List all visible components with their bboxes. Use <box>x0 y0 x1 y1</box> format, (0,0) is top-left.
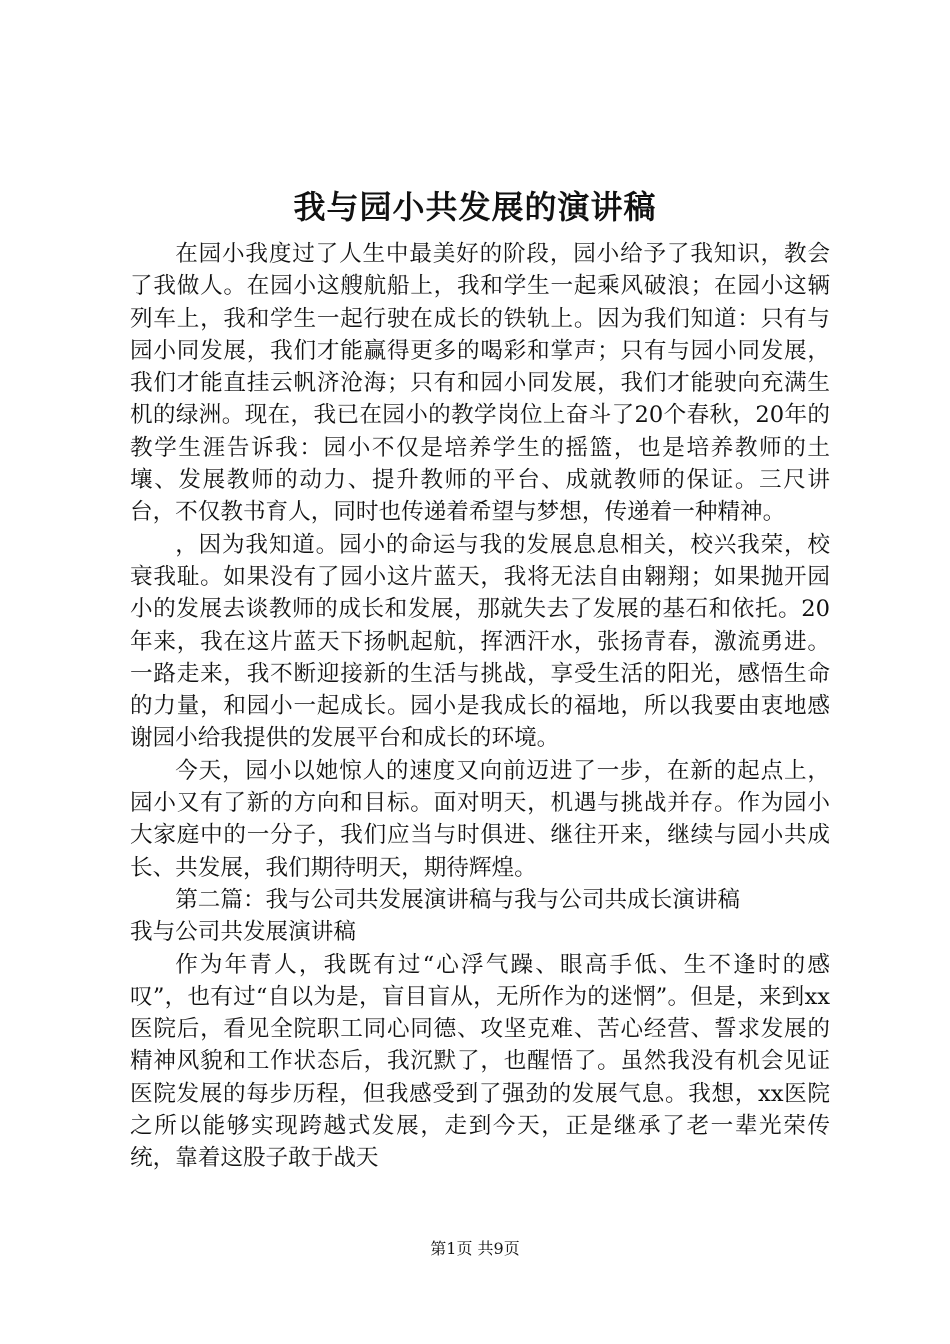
page-number-footer: 第1页 共9页 <box>430 1239 520 1258</box>
document-body <box>130 238 830 1175</box>
section-heading: 第二篇：我与公司共发展演讲稿与我与公司共成长演讲稿 <box>175 886 741 913</box>
section-subtitle: 我与公司共发展演讲稿 <box>130 919 356 946</box>
document-title: 我与园小共发展的演讲稿 <box>293 188 657 226</box>
paragraph-2: ，因为我知道。园小的命运与我的发展息息相关，校兴我荣，校衰我耻。如果没有了园小这片蓝天，我将无法自由翱翔；如果抛开园小的发展去谈教师的成长和发展，那就失去了发展的基石和依托。20年来，我在这片蓝天下扬帆起航，挥洒汗水，张扬青春，激流勇进。一路走来，我不断迎接新的生活与挑战，享受生活的阳光，感悟生命的力量，和园小一起成长。园小是我成长的福地，所以我要由衷地感谢园小给我提供的发展平台和成长的环境。 <box>130 531 830 752</box>
paragraph-4: 作为年青人，我既有过“心浮气躁、眼高手低、生不逢时的感叹”，也有过“自以为是，盲目盲从，无所作为的迷惘”。但是，来到xx医院后，看见全院职工同心同德、攻坚克难、苦心经营、誓求发展的精神风貌和工作状态后，我沉默了，也醒悟了。虽然我没有机会见证医院发展的每步历程，但我感受到了强劲的发展气息。我想，xx医院之所以能够实现跨越式发展，走到今天，正是继承了老一辈光荣传统，靠着这股子敢于战天 <box>130 951 830 1172</box>
paragraph-1: 在园小我度过了人生中最美好的阶段，园小给予了我知识，教会了我做人。在园小这艘航船上，我和学生一起乘风破浪；在园小这辆列车上，我和学生一起行驶在成长的铁轨上。因为我们知道：只有与园小同发展，我们才能赢得更多的喝彩和掌声；只有与园小同发展，我们才能直挂云帆济沧海；只有和园小同发展，我们才能驶向充满生机的绿洲。现在，我已在园小的教学岗位上奋斗了20个春秋，20年的教学生涯告诉我：园小不仅是培养学生的摇篮，也是培养教师的土壤、发展教师的动力、提升教师的平台、成就教师的保证。三尺讲台，不仅教书育人，同时也传递着希望与梦想，传递着一种精神。 <box>130 241 830 526</box>
paragraph-3: 今天，园小以她惊人的速度又向前迈进了一步，在新的起点上，园小又有了新的方向和目标。面对明天，机遇与挑战并存。作为园小大家庭中的一分子，我们应当与时俱进、继往开来，继续与园小共成长、共发展，我们期待明天，期待辉煌。 <box>130 757 830 881</box>
